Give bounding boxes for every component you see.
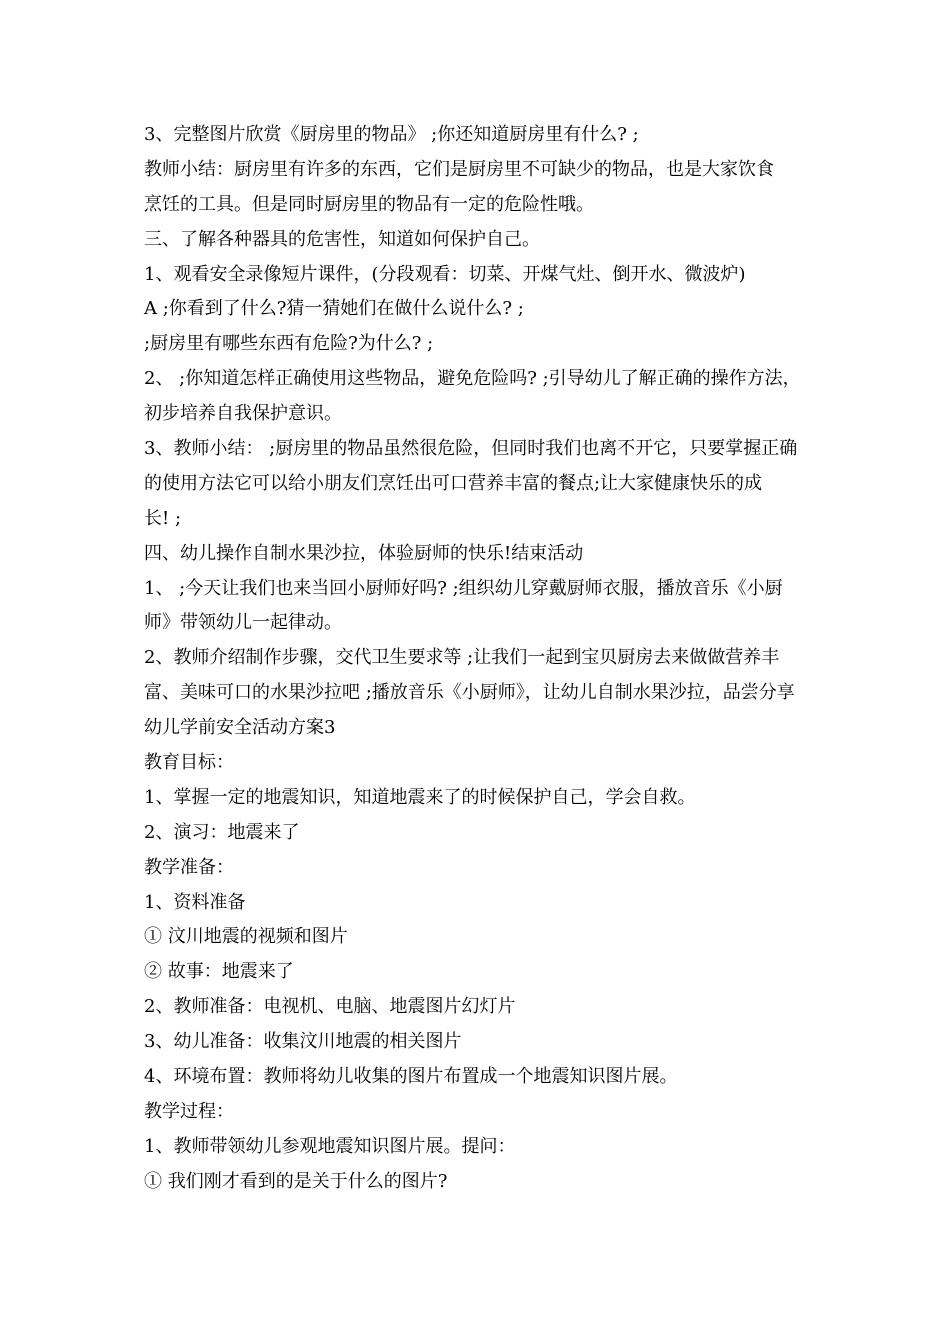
text-line: 1、掌握一定的地震知识，知道地震来了的时候保护自己，学会自救。 — [144, 786, 696, 808]
text-line: 长! ; — [144, 507, 182, 529]
text-line: 师》带领幼儿一起律动。 — [144, 612, 342, 634]
text-line: 1、教师带领幼儿参观地震知识图片展。提问： — [144, 1135, 516, 1157]
text-line: ;厨房里有哪些东西有危险?为什么? ; — [144, 333, 434, 355]
text-line: 富、美味可口的水果沙拉吧 ;播放音乐《小厨师》，让幼儿自制水果沙拉，品尝分享 — [144, 682, 795, 704]
text-line: 教师小结：厨房里有许多的东西，它们是厨房里不可缺少的物品，也是大家饮食 — [144, 158, 774, 180]
section-heading: 教学准备： — [144, 856, 234, 878]
text-line: 1、 ;今天让我们也来当回小厨师好吗? ;组织幼儿穿戴厨师衣服，播放音乐《小厨 — [144, 577, 783, 599]
text-line: ① 我们刚才看到的是关于什么的图片? — [144, 1170, 448, 1192]
text-line: 2、教师准备：电视机、电脑、地震图片幻灯片 — [144, 996, 516, 1018]
text-line: 2、 ;你知道怎样正确使用这些物品，避免危险吗? ;引导幼儿了解正确的操作方法， — [144, 368, 801, 390]
text-line: 2、演习：地震来了 — [144, 821, 300, 843]
document-body — [144, 118, 824, 1200]
section-heading: 教育目标： — [144, 752, 234, 774]
text-line: 初步培养自我保护意识。 — [144, 403, 342, 425]
section-heading: 三、了解各种器具的危害性，知道如何保护自己。 — [144, 228, 540, 250]
text-line: 3、幼儿准备：收集汶川地震的相关图片 — [144, 1031, 462, 1053]
text-line: 4、环境布置：教师将幼儿收集的图片布置成一个地震知识图片展。 — [144, 1066, 678, 1088]
document-title: 幼儿学前安全活动方案3 — [144, 717, 336, 739]
section-heading: 四、幼儿操作自制水果沙拉，体验厨师的快乐!结束活动 — [144, 542, 584, 564]
section-heading: 教学过程： — [144, 1100, 234, 1122]
text-line: 的使用方法它可以给小朋友们烹饪出可口营养丰富的餐点;让大家健康快乐的成 — [144, 472, 763, 494]
text-line: A ;你看到了什么?猜一猜她们在做什么说什么? ; — [144, 298, 524, 320]
text-line: ① 汶川地震的视频和图片 — [144, 926, 348, 948]
text-line: 3、完整图片欣赏《厨房里的物品》 ;你还知道厨房里有什么? ; — [144, 124, 639, 145]
text-line: 烹饪的工具。但是同时厨房里的物品有一定的危险性哦。 — [144, 193, 594, 215]
text-line: 2、教师介绍制作步骤，交代卫生要求等 ;让我们一起到宝贝厨房去来做做营养丰 — [144, 647, 780, 669]
text-line: 3、教师小结： ;厨房里的物品虽然很危险，但同时我们也离不开它，只要掌握正确 — [144, 438, 798, 460]
text-line: ② 故事：地震来了 — [144, 961, 294, 983]
text-line: 1、资料准备 — [144, 891, 246, 913]
text-line: 1、观看安全录像短片课件，(分段观看：切菜、开煤气灶、倒开水、微波炉) — [144, 263, 746, 285]
